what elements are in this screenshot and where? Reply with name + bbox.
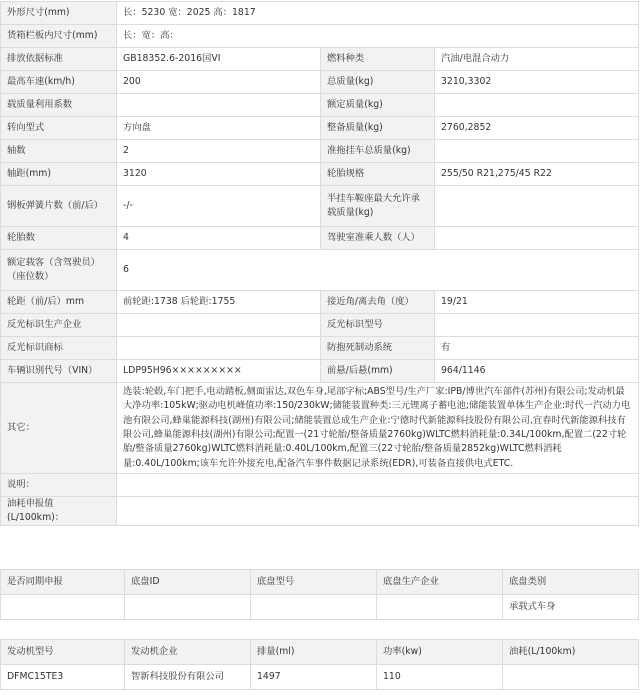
engine-header-consumption: 油耗(L/100km) bbox=[503, 640, 639, 665]
saddle-load-value bbox=[435, 186, 639, 227]
chassis-maker-value bbox=[377, 595, 503, 620]
engine-power-value: 110 bbox=[377, 665, 503, 690]
passenger-capacity-value: 6 bbox=[117, 250, 639, 291]
cargo-value: 长：宽：高： bbox=[117, 25, 639, 48]
cargo-label: 货箱栏板内尺寸(mm) bbox=[1, 25, 117, 48]
trailer-mass-label: 准拖挂车总质量(kg) bbox=[321, 140, 435, 163]
engine-data-row bbox=[1, 665, 639, 690]
spec-row-other bbox=[1, 383, 639, 474]
reflector-model-value bbox=[435, 314, 639, 337]
gross-mass-value: 3210,3302 bbox=[435, 71, 639, 94]
spec-row-load-coef bbox=[1, 94, 639, 117]
spec-row-cargo bbox=[1, 25, 639, 48]
steering-value: 方向盘 bbox=[117, 117, 321, 140]
chassis-header-model: 底盘型号 bbox=[251, 570, 377, 595]
spec-row-notes bbox=[1, 474, 639, 497]
spec-row-tires bbox=[1, 227, 639, 250]
overhang-value: 964/1146 bbox=[435, 360, 639, 383]
chassis-header-category: 底盘类别 bbox=[503, 570, 639, 595]
engine-displacement-value: 1497 bbox=[251, 665, 377, 690]
load-coef-label: 载质量利用系数 bbox=[1, 94, 117, 117]
spec-row-reflector-brand bbox=[1, 337, 639, 360]
engine-header-row bbox=[1, 640, 639, 665]
load-coef-value bbox=[117, 94, 321, 117]
vin-label: 车辆识别代号（VIN） bbox=[1, 360, 117, 383]
engine-model-value: DFMC15TE3 bbox=[1, 665, 125, 690]
engine-header-maker: 发动机企业 bbox=[125, 640, 251, 665]
rated-mass-value bbox=[435, 94, 639, 117]
reflector-maker-label: 反光标识生产企业 bbox=[1, 314, 117, 337]
chassis-model-value bbox=[251, 595, 377, 620]
spec-row-size bbox=[1, 2, 639, 25]
chassis-data-row bbox=[1, 595, 639, 620]
curb-mass-label: 整备质量(kg) bbox=[321, 117, 435, 140]
spec-row-reflector-maker bbox=[1, 314, 639, 337]
spec-row-fuel bbox=[1, 497, 639, 526]
tire-count-value: 4 bbox=[117, 227, 321, 250]
max-speed-value: 200 bbox=[117, 71, 321, 94]
springs-label: 钢板弹簧片数（前/后） bbox=[1, 186, 117, 227]
angles-value: 19/21 bbox=[435, 291, 639, 314]
spec-row-springs bbox=[1, 186, 639, 227]
abs-label: 防抱死制动系统 bbox=[321, 337, 435, 360]
size-label: 外形尺寸(mm) bbox=[1, 2, 117, 25]
tire-spec-label: 轮胎规格 bbox=[321, 163, 435, 186]
passenger-capacity-label: 额定载客（含驾驶员）（座位数） bbox=[1, 250, 117, 291]
track-label: 轮距（前/后）mm bbox=[1, 291, 117, 314]
axles-value: 2 bbox=[117, 140, 321, 163]
vehicle-spec-table bbox=[0, 1, 639, 526]
track-value: 前轮距:1738 后轮距:1755 bbox=[117, 291, 321, 314]
engine-header-power: 功率(kw) bbox=[377, 640, 503, 665]
fuel-declared-value bbox=[117, 497, 639, 526]
engine-table bbox=[0, 639, 639, 690]
spec-row-wheelbase bbox=[1, 163, 639, 186]
size-value: 长：5230 宽：2025 高：1817 bbox=[117, 2, 639, 25]
max-speed-label: 最高车速(km/h) bbox=[1, 71, 117, 94]
spec-row-emission bbox=[1, 48, 639, 71]
overhang-label: 前悬/后悬(mm) bbox=[321, 360, 435, 383]
chassis-header-maker: 底盘生产企业 bbox=[377, 570, 503, 595]
wheelbase-label: 轴距(mm) bbox=[1, 163, 117, 186]
angles-label: 接近角/离去角（度） bbox=[321, 291, 435, 314]
emission-value: GB18352.6-2016国VI bbox=[117, 48, 321, 71]
fuel-type-value: 汽油/电混合动力 bbox=[435, 48, 639, 71]
chassis-category-value: 承载式车身 bbox=[503, 595, 639, 620]
saddle-load-label: 半挂车鞍座最大允许承载质量(kg) bbox=[321, 186, 435, 227]
steering-label: 转向型式 bbox=[1, 117, 117, 140]
engine-header-displacement: 排量(ml) bbox=[251, 640, 377, 665]
fuel-declared-label: 油耗申报值(L/100km)： bbox=[1, 497, 117, 526]
spec-row-capacity bbox=[1, 250, 639, 291]
other-label: 其它： bbox=[1, 383, 117, 474]
engine-maker-value: 智新科技股份有限公司 bbox=[125, 665, 251, 690]
chassis-header-concurrent: 是否同期申报 bbox=[1, 570, 125, 595]
spec-row-axles bbox=[1, 140, 639, 163]
abs-value: 有 bbox=[435, 337, 639, 360]
axles-label: 轴数 bbox=[1, 140, 117, 163]
emission-label: 排放依据标准 bbox=[1, 48, 117, 71]
chassis-table bbox=[0, 569, 639, 620]
gross-mass-label: 总质量(kg) bbox=[321, 71, 435, 94]
chassis-header-id: 底盘ID bbox=[125, 570, 251, 595]
other-value: 选装:轮毂,车门把手,电动踏板,侧面雷达,双色车身,尾部字标;ABS型号/生产厂家:IPB/博世汽车部件(苏州)有限公司;发动机最大净功率:105kW;驱动电机峰值功率:150/230kW;储能装置种类:三元锂离子蓄电池;储能装置单体生产企业:时代一汽动力电池有限公司,蜂巢能源科技(湖州)有限公司;储能装置总成生产企业:宁德时代新能源科技股份有限公司,宜春时代新能源科技有限公司,蜂巢能源科技(湖州)有限公司;配置一(21寸轮胎/整备质量2760kg)WLTC燃料消耗量:0.34L/100km,配置二(22寸轮胎/整备质量2760kg)WLTC燃料消耗量:0.40L/100km,配置三(22寸轮胎/整备质量2852kg)WLTC燃料消耗量:0.40L/100km;该车允许外接充电,配备汽车事件数据记录系统(EDR),可装备直接供电式ETC. bbox=[117, 383, 639, 474]
chassis-id-value bbox=[125, 595, 251, 620]
spec-row-steering bbox=[1, 117, 639, 140]
reflector-brand-value bbox=[117, 337, 321, 360]
reflector-model-label: 反光标识型号 bbox=[321, 314, 435, 337]
tire-spec-value: 255/50 R21,275/45 R22 bbox=[435, 163, 639, 186]
cab-seats-label: 驾驶室准乘人数（人） bbox=[321, 227, 435, 250]
spec-row-speed bbox=[1, 71, 639, 94]
engine-header-model: 发动机型号 bbox=[1, 640, 125, 665]
curb-mass-value: 2760,2852 bbox=[435, 117, 639, 140]
chassis-concurrent-value bbox=[1, 595, 125, 620]
notes-label: 说明： bbox=[1, 474, 117, 497]
tire-count-label: 轮胎数 bbox=[1, 227, 117, 250]
spec-row-vin bbox=[1, 360, 639, 383]
fuel-type-label: 燃料种类 bbox=[321, 48, 435, 71]
spec-row-track bbox=[1, 291, 639, 314]
reflector-brand-label: 反光标识商标 bbox=[1, 337, 117, 360]
vin-value: LDP95H96××××××××× bbox=[117, 360, 321, 383]
reflector-maker-value bbox=[117, 314, 321, 337]
rated-mass-label: 额定质量(kg) bbox=[321, 94, 435, 117]
wheelbase-value: 3120 bbox=[117, 163, 321, 186]
trailer-mass-value bbox=[435, 140, 639, 163]
engine-consumption-value bbox=[503, 665, 639, 690]
springs-value: -/- bbox=[117, 186, 321, 227]
notes-value bbox=[117, 474, 639, 497]
chassis-header-row bbox=[1, 570, 639, 595]
cab-seats-value bbox=[435, 227, 639, 250]
